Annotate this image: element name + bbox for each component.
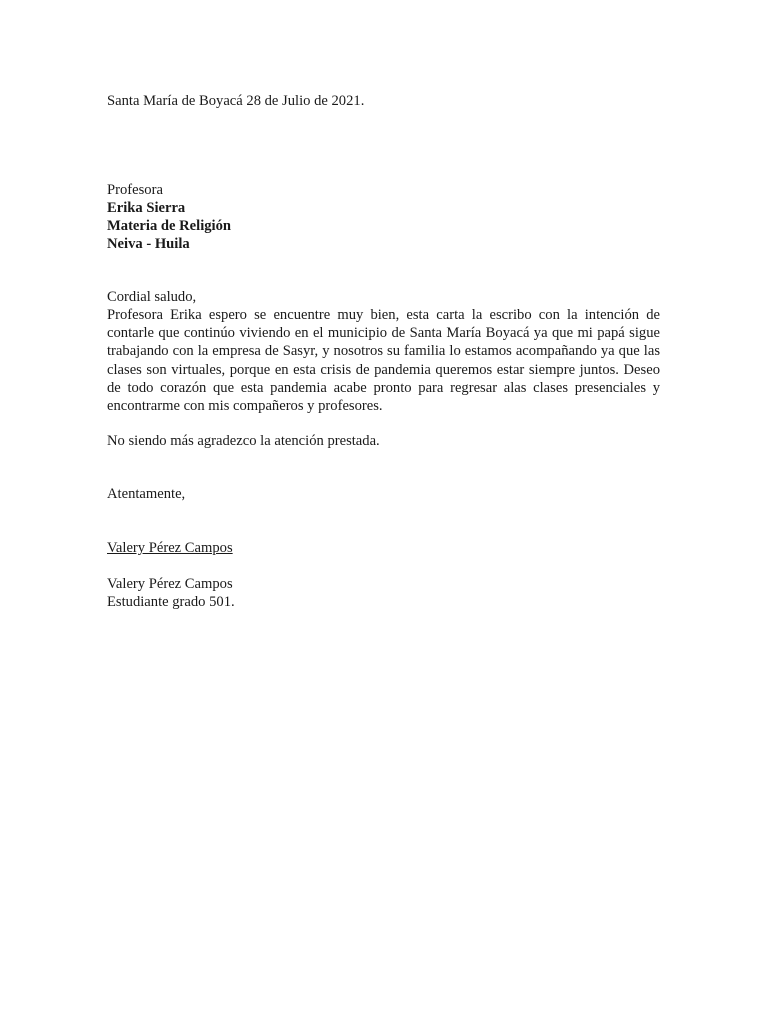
body-paragraph xyxy=(107,306,660,415)
sender-role: Estudiante grado 501. xyxy=(107,594,235,610)
body-text: Profesora Erika espero se encuentre muy bien, esta carta la escribo con la intención de contarle que continúo viviendo en el municipio de Santa María Boyacá ya que mi papá sigue trabajando con la empresa de Sasyr, y nosotros su familia lo estamos acompañando ya que las clases son virtuales, porque en esta crisis de pandemia queremos estar siempre juntos. Deseo de todo corazón que esta pandemia acabe pronto para regresar alas clases presenciales y encontrarme con mis compañeros y profesores. xyxy=(107,307,660,415)
farewell: Atentamente, xyxy=(107,486,186,502)
sender-name: Valery Pérez Campos xyxy=(107,576,233,592)
signature-line: Valery Pérez Campos xyxy=(107,540,233,556)
place-date: Santa María de Boyacá 28 de Julio de 2021. xyxy=(107,93,365,109)
recipient-subject: Materia de Religión xyxy=(107,218,232,234)
recipient-title: Profesora xyxy=(107,182,163,198)
recipient-city: Neiva - Huila xyxy=(107,236,190,252)
recipient-name: Erika Sierra xyxy=(107,200,186,216)
closing-note: No siendo más agradezco la atención prestada. xyxy=(107,433,380,449)
greeting: Cordial saludo, xyxy=(107,289,197,305)
